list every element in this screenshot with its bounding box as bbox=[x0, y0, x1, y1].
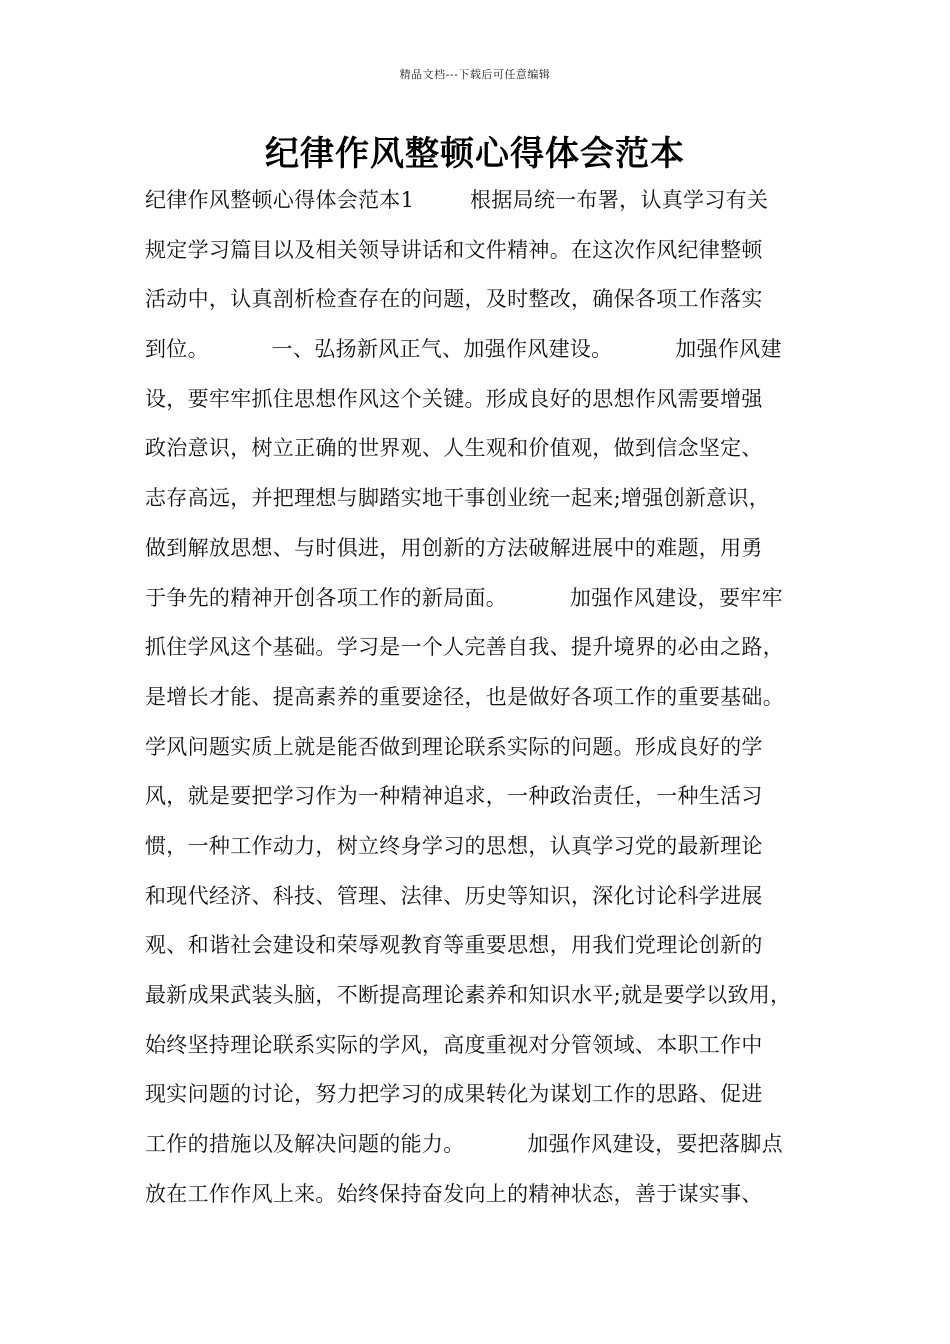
body-line: 放在工作作风上来。始终保持奋发向上的精神状态，善于谋实事、 bbox=[145, 1181, 763, 1206]
body-line: 和现代经济、科技、管理、法律、历史等知识，深化讨论科学进展 bbox=[145, 883, 763, 908]
body-line: 活动中，认真剖析检查存在的问题，及时整改，确保各项工作落实 bbox=[145, 287, 763, 312]
body-line: 工作的措施以及解决问题的能力。 加强作风建设，要把落脚点 bbox=[145, 1132, 783, 1157]
body-line: 风，就是要把学习作为一种精神追求，一种政治责任，一种生活习 bbox=[145, 784, 763, 809]
body-line: 规定学习篇目以及相关领导讲话和文件精神。在这次作风纪律整顿 bbox=[145, 237, 763, 262]
body-line: 是增长才能、提高素养的重要途径，也是做好各项工作的重要基础。 bbox=[145, 684, 784, 709]
body-line: 做到解放思想、与时俱进，用创新的方法破解进展中的难题，用勇 bbox=[145, 535, 763, 560]
document-title: 纪律作风整顿心得体会范本 bbox=[265, 134, 685, 174]
body-line: 抓住学风这个基础。学习是一个人完善自我、提升境界的必由之路， bbox=[145, 635, 784, 660]
body-line: 现实问题的讨论，努力把学习的成果转化为谋划工作的思路、促进 bbox=[145, 1082, 763, 1107]
body-line: 志存高远，并把理想与脚踏实地干事创业统一起来;增强创新意识， bbox=[145, 486, 771, 511]
body-line: 到位。 一、弘扬新风正气、加强作风建设。 加强作风建 bbox=[145, 337, 782, 362]
body-line: 始终坚持理论联系实际的学风，高度重视对分管领域、本职工作中 bbox=[145, 1032, 763, 1057]
body-line: 设，要牢牢抓住思想作风这个关键。形成良好的思想作风需要增强 bbox=[145, 386, 763, 411]
body-line: 于争先的精神开创各项工作的新局面。 加强作风建设，要牢牢 bbox=[145, 585, 783, 610]
body-line: 最新成果武装头脑，不断提高理论素养和知识水平;就是要学以致用， bbox=[145, 983, 792, 1007]
body-line: 学风问题实质上就是能否做到理论联系实际的问题。形成良好的学 bbox=[145, 734, 763, 759]
body-line: 观、和谐社会建设和荣辱观教育等重要思想，用我们党理论创新的 bbox=[145, 933, 763, 958]
page-header: 精品文档---下载后可任意编辑 bbox=[399, 68, 551, 81]
document-body bbox=[145, 178, 825, 1221]
body-line: 惯，一种工作动力，树立终身学习的思想，认真学习党的最新理论 bbox=[145, 833, 763, 858]
body-line: 纪律作风整顿心得体会范本1 根据局统一布署，认真学习有关 bbox=[145, 188, 769, 212]
body-line: 政治意识，树立正确的世界观、人生观和价值观，做到信念坚定、 bbox=[145, 436, 763, 461]
